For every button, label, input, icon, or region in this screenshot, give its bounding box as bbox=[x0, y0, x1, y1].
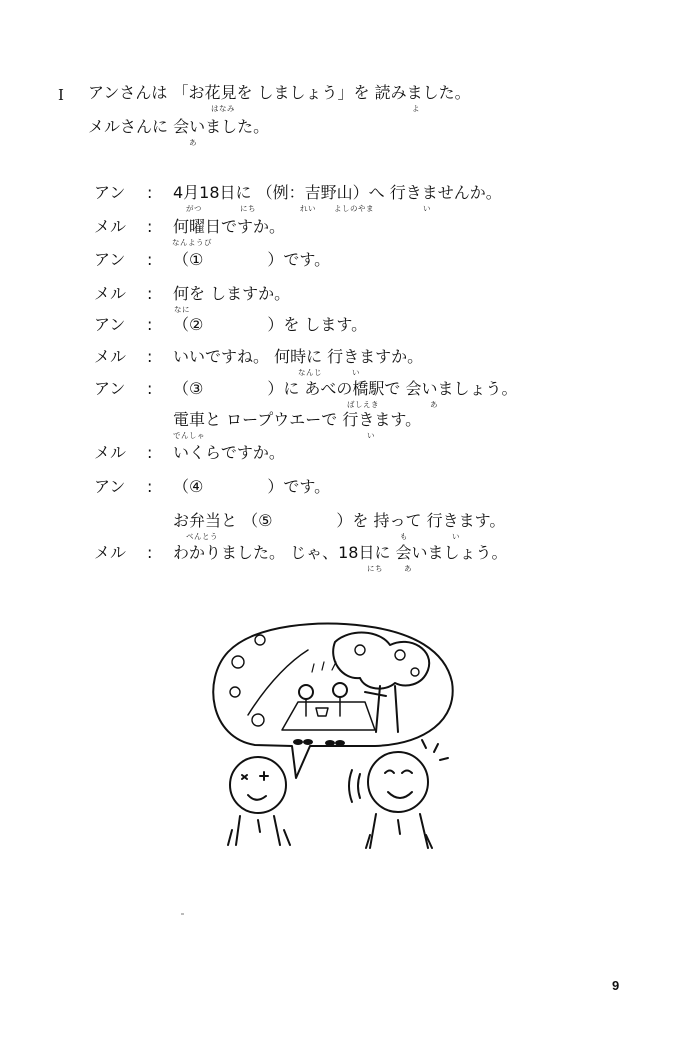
ruby-yo: よ bbox=[412, 104, 420, 113]
page-number: 9 bbox=[612, 978, 620, 993]
dialogue-line: 何を しますか。 bbox=[173, 284, 291, 303]
colon: : bbox=[147, 217, 153, 236]
colon: : bbox=[147, 543, 153, 562]
speaker: アン bbox=[94, 379, 126, 398]
ruby-i: い bbox=[352, 368, 360, 377]
left-person-head bbox=[230, 757, 286, 813]
section-marker: I bbox=[58, 86, 64, 104]
colon: : bbox=[147, 477, 153, 496]
speaker: メル bbox=[94, 347, 127, 366]
speaker: アン bbox=[94, 315, 126, 334]
tree-icon bbox=[333, 633, 429, 689]
dialogue-line: （② ）を します。 bbox=[173, 315, 368, 334]
colon: : bbox=[147, 183, 153, 202]
ruby-bashieki: ばしえき bbox=[347, 400, 379, 409]
dialogue-line: お弁当と （⑤ ）を 持って 行きます。 bbox=[173, 511, 506, 530]
speaker: アン bbox=[94, 477, 126, 496]
ruby-nani: なに bbox=[174, 305, 190, 314]
speaker: アン bbox=[94, 183, 126, 202]
ruby-a-1: あ bbox=[189, 138, 197, 147]
speaker: メル bbox=[94, 543, 127, 562]
bleed-through-text bbox=[188, 146, 438, 168]
ruby-a: あ bbox=[404, 564, 412, 573]
right-person-head bbox=[368, 752, 428, 812]
dialogue-line: （③ ）に あべの橋駅で 会いましょう。 bbox=[173, 379, 518, 398]
ruby-yoshinoyama: よしのやま bbox=[334, 204, 374, 213]
ruby-a: あ bbox=[430, 400, 438, 409]
ruby-nanji: なんじ bbox=[298, 368, 322, 377]
picnic-blanket bbox=[282, 702, 375, 730]
colon: : bbox=[147, 347, 153, 366]
ruby-densha: でんしゃ bbox=[173, 431, 205, 440]
speaker: メル bbox=[94, 217, 127, 236]
dialogue-line: わかりました。 じゃ、18日に 会いましょう。 bbox=[173, 543, 508, 562]
colon: : bbox=[147, 315, 153, 334]
colon: : bbox=[147, 443, 153, 462]
colon: : bbox=[147, 379, 153, 398]
intro-line-1: アンさんは 「お花見を しましょう」を 読みました。 bbox=[88, 83, 471, 102]
dialogue-line: いいですね。 何時に 行きますか。 bbox=[173, 347, 424, 366]
ruby-hanami: はなみ bbox=[211, 104, 235, 113]
ruby-gatsu: がつ bbox=[186, 204, 202, 213]
speaker: アン bbox=[94, 250, 126, 269]
speaker: メル bbox=[94, 443, 127, 462]
speaker: メル bbox=[94, 284, 127, 303]
ruby-i: い bbox=[452, 532, 460, 541]
dialogue-line: （④ ）です。 bbox=[173, 477, 331, 496]
dialogue-line: 4月18日に （例：吉野山）へ 行きませんか。 bbox=[173, 183, 502, 202]
dialogue-line: （① ）です。 bbox=[173, 250, 331, 269]
colon: : bbox=[147, 284, 153, 303]
dialogue-line: 何曜日ですか。 bbox=[173, 217, 286, 236]
intro-line-2: メルさんに 会いました。 bbox=[88, 117, 270, 136]
ruby-i: い bbox=[367, 431, 375, 440]
ruby-i: い bbox=[423, 204, 431, 213]
colon: : bbox=[147, 250, 153, 269]
ruby-rei: れい bbox=[300, 204, 316, 213]
ruby-mo: も bbox=[400, 532, 408, 541]
ruby-nichi: にち bbox=[367, 564, 383, 573]
ruby-nichi: にち bbox=[240, 204, 256, 213]
ruby-nanyoubi: なんようび bbox=[172, 238, 212, 247]
hanami-illustration bbox=[200, 620, 480, 855]
ruby-bentou: べんとう bbox=[186, 532, 218, 541]
excitement-marks bbox=[422, 740, 448, 760]
dialogue-line: 電車と ロープウエーで 行きます。 bbox=[173, 410, 422, 429]
paper-speck bbox=[181, 913, 184, 915]
dialogue-line: いくらですか。 bbox=[173, 443, 285, 462]
